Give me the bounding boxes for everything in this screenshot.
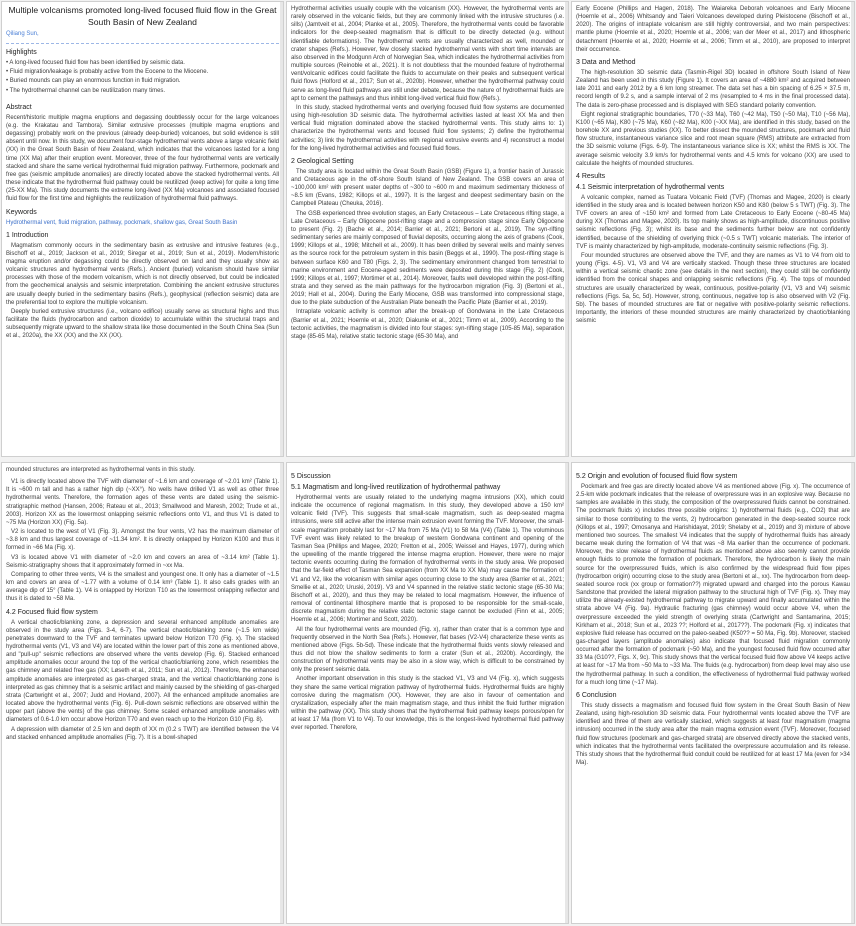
paragraph: A vertical chaotic/blanking zone, a depression and several enhanced amplitude anomalies are observed in the study area (Figs. 3-4, 6-7). The vertical chaotic/blanking zone (~1.5 km wide) penetrates downward to the TVF and terminates upward below Horizon T70 (Fig. x). The stacked hydrothermal vents (V1, V3 and V4) are located within the lower part of this zone as mentioned above, and "pull-up" seismic reflections are observed where the vents develop (Fig. 6). Stacked enhanced amplitude anomalies occur around the top of the vertical chaotic/blanking zone, which resembles the gas chimney and related free gas (XX; Løseth et al., 2011; Sun et al., 2012). Therefore, the enhanced amplitude anomalies are interpreted as gas-charged strata, and the vertical chaotic/blanking zone is interpreted as gas chimney that is a seismic artifact and mainly caused by the shielding of gas-charged strata (Cartwright et al., 2007; Judd and Hovland, 2007). All the enhanced amplitude anomalies are located above the hydrothermal vents (Fig. 6). Pull-down seismic reflections are observed within the upper part (above the vents) of the gas chimney. Some scaled enhanced amplitude anomalies with diameters of 0.6-1.0 km occur above Horizon T70 and even reach up to the Horizon G10 (Fig. 8). xyxy=(6,619,279,724)
paragraph: V1 is directly located above the TVF with diameter of ~1.6 km and coverage of ~2.01 km² (Table 1). It is ~600 m tall and has a rather high dip (~XX°). No wells have drilled V1 as well as other three hydrothermal vents. Therefore, the formation ages of these vents are dated using the seismic-stratigraphic method (Hansen, 2006; Rateau et al., 2013; Smallwood and Maresh, 2002; Trude et al., 2003). Horizon XX as the lowermost onlapping seismic reflections onto V1, and thus V1 is dated to ~75 Ma (Horizon XX) (Fig. 5a). xyxy=(6,479,279,526)
page-panel-5 xyxy=(286,462,569,924)
section-heading-data-method: 3 Data and Method xyxy=(576,58,636,66)
abstract-heading: Abstract xyxy=(6,103,32,111)
highlight-item: • Buried mounds can play an enormous function in fluid migration. xyxy=(6,78,181,85)
abstract-text: Recent/historic multiple magma eruptions and degassing doubtlessly occur for the large volcanoes (e.g. the Krakatau and Tambora). Similar extrusive processes (multiple magma eruptions and degassing) probably work on the previous (already deep-buried) volcanoes, but solid evidence is still absent until now. In this study, we document four-stage hydrothermal vents above a large volcanic field (XX) in the Great South Basin of New Zealand, which indicates that the volcanoes lasted for a long time (XX Ma) after their eruption event. Moreover, three of the four hydrothermal vents are vertically stacked and share the same vertical hydrothermal fluid migration pathway. Furthermore, pockmark and free gas (seismic amplitude anomalies) are directly located above the stacked hydrothermal vents. All these indicate that the hydrothermal fluid pathway could be reutilized (keep active) for quite a long time (25-XX Ma). This study documents the extreme long-lived (XX Ma) volcanoes and associated focused fluid flow for the first time and highlights the reutilization of hydrothermal fluid pathways. xyxy=(6,114,279,203)
paragraph: Deeply buried extrusive structures (i.e., volcano edifice) usually serve as structural highs and thus facilitate the fluids (hydrocarbon and carbon dioxide) to accumulate within the structural traps and subsequently migrate upward to the shallow strata like those documented in the South China Sea (Sun et al., 2020a), the XX (XX) and the XX (XX). xyxy=(6,308,279,340)
highlights-heading: Highlights xyxy=(6,49,37,57)
author-list[interactable]: Qiliang Sun, xyxy=(6,31,39,37)
paragraph: V3 is located above V1 with diameter of ~2.0 km and covers an area of ~3.14 km² (Table 1). Seismic-stratigraphy shows that it approximately formed in ~xx Ma. xyxy=(6,554,279,569)
paragraph: Hydrothermal activities usually couple with the volcanism (XX). However, the hydrothermal vents are rarely observed in the volcanic fields, but they are commonly linked with the intrusive structures (i.e. sills) (Jamtveit et al., 2004; Planke et al., 2005). Therefore, the hydrothermal vents could be favorable indicators for the deep-seated magmatism that is difficult to be directly detected (e.g. without identifiable deformations). The hydrothermal vents are usually characterized as well, mounded or crater shapes (Refs.). However, few closely stacked hydrothermal vents with short time intervals are also observed in the Modgunn Arch of Norwegian Sea, which indicates the hydrothermal activities from multiple sources (Reinoble et al., 2021). It is not doubtless that the mounded feature of hydrothermal vent/volcanic edifices could facilitate the fluids to accumulate on their peaks and subsequent vertical fluid flows (Holford et al., 2017; Sun et al., 2020b). However, whether the hydrothermal pathway could serve as long-lived fluid pathways are still under debate, because the nature of hydrothermal fluids are apt to cement the pathways and thus inhibit long-lived vertical fluid flow (Refs.). xyxy=(291,6,564,102)
scrollbar[interactable] xyxy=(280,2,283,456)
scrollbar[interactable] xyxy=(280,463,283,923)
paragraph: Another important observation in this study is the stacked V1, V3 and V4 (Fig. x), which suggests they share the same vertical migration pathway of hydrothermal fluids. Hydrothermal fluids are highly corrosive during the magmatism (XX). However, they are also in favour of cementation and crystallization, especially after the main magmatism stage, and thus inhibit the fluid further migration within the pathway (XX). This study shows that the hydrothermal fluid pathway keeps porous/open for at least 17 Ma (from V1 to V4). To our knowledge, this is the longest-lived hydrothermal fluid pathway ever reported. Therefore, xyxy=(291,676,564,732)
paragraph: In this study, stacked hydrothermal vents and overlying focused fluid flow systems are documented using high-resolution 3D seismic data. The hydrothermal activities lasted at least XX Ma and then vertical fluid migration dominated above the stacked hydrothermal vents. This study aims to: 1) characterize the hydrothermal vents and focused fluid flow systems; 2) define the hydrothermal activities; 3) link the hydrothermal activities with regional extrusive events and 4) reconstruct a model for the long-lived hydrothermal activities and focused fluid flows. xyxy=(291,104,564,152)
paragraph: Comparing to other three vents, V4 is the smallest and youngest one. It only has a diameter of ~1.5 km and covers an area of ~1.77 with a volume of 0.14 km³ (Table 1). It also calls grades with an average dip of 15° (Table 1). V4 is onlapped by Horizon T10 as the lowermost onlapping reflector and thus it is dated to ~58 Ma. xyxy=(6,571,279,603)
section-heading-discussion: 5 Discussion xyxy=(291,473,331,480)
paragraph: Eight regional stratigraphic boundaries, T70 (~33 Ma), T60 (~42 Ma), T50 (~50 Ma), T10 (~56 Ma), K100 (~65 Ma), K80 (~75 Ma), K60 (~82 Ma), K00 (~XX Ma), are identified in this study, based on the borehole XX and previous studies (XX). To better dissect the mounded structures, pockmark and fluid flow structure, instantaneous variance slice and root mean square (RMS) attribute are extracted from the 3D seismic volume (Figs. 6-9). The instantaneous variance slice is XX; whilst the RMS is XX. The average seismic velocity 3.9 km/s for hydrothermal vents and 4.5 km/s for volcano (XX) are used to calculate the heights of mounded structures. xyxy=(576,111,850,167)
paragraph: The GSB experienced three evolution stages, an Early Cretaceous – Late Cretaceous rifting stage, a Late Cretaceous – Early Oligocene post-rifting stage and a compression stage since Early Oligocene to present (Fig. 2) (Bache et al., 2014; Barrier et al., 2021; Bertoni et al., 2019). The syn-rifting sedimentary series are mainly composed of fluvial deposits, occurring along the axis of grabens (Cook, 1999; Killops et al., 1998; Mitchell et al., 2009). It has been drilled by several wells and mainly serves as the source rock for the petroleum system in this basin (Beggs et al., 1990). The post-rifting stage is between surface K60 and T80 (Figs. 2, 3). The sedimentary environment changed from terrestrial to marine environment and Eocene-aged sediments were deposited during this stage (Fig. 2) (Cook, 1999; Killops et al., 1997; Mortimer et al., 2014). Moreover, faults well developed within the post-rifting strata and they served as the main pathways for the hydrocarbon migration (Fig. 3) (Bertoni et al., 2019; Hall et al., 2004). During the Early Miocene, GSB was transformed into compressional stage, due to the plate subduction of the Australian Plate beneath the Pacific Plate (Barrier et al., 2019). xyxy=(291,210,564,307)
page-panel-6 xyxy=(571,462,855,924)
page-panel-4 xyxy=(1,462,284,924)
paper-title: Multiple volcanisms promoted long-lived focused fluid flow in the Great South Basin of New Zealand xyxy=(8,5,277,27)
subsection-heading-magmatism: 5.1 Magmatism and long-lived reutilization of hydrothermal pathway xyxy=(291,484,501,491)
paragraph: A volcanic complex, named as Tuatara Volcanic Field (TVF) (Thomas and Magee, 2020) is clearly identified in the study area and is located between horizon K50 and K80 (below 5 s TWT) (Fig. 3). The TVF covers an area of ~150 km² and formed from Late Cretaceous to Early Eocene (~80-45 Ma) during XX (Thomas and Magee, 2020). Its top mainly shows as high-amplitude, discontinuous positive seismic reflections (Fig. 3); whilst its base and the sediments further below are not confidently identified, because of the shielding of overlying thick (~0.5 s TWT) volcanic materials. The interior of TVF is mainly characterized by high-amplitude, moderate-continuity seismic reflections (Fig. 3). xyxy=(576,194,850,250)
section-heading-results: 4 Results xyxy=(576,172,606,180)
paragraph: Pockmark and free gas are directly located above V4 as mentioned above (Fig. x). The occurrence of 2.5-km wide pockmark indicates that the release of overpressure was in an explosive way. Because no samples are available in this study, the composition of the overpressured fluids cannot be constrained. The pockmark fluids x) includes three possible origins: 1) hydrothermal fluids (e.g., CO2) that are similar to those contributing to the vents, 2) hydrocarbon generated in the deep-seated source rock (Killops et al., 1997; Omosanya and Harishidayat, 2019; Shelaby et al., 2019) and 3) mixture of above mentioned two sources. The smallest V4 indicates that the supply of hydrothermal fluids has already became weak during the formation of V4 that was ~8 Ma earlier than the occurrence of pockmark. Moreover, the slow release of hydrothermal fluids as mentioned above also seemly cannot provide enough fluids to promote the formation of pockmark. Therefore, the hydrocarbon is likely the main source for the overpressured fluids, which is also confirmed by the widespread fluid flow pipes (hydrocarbon origin) occurring close to the study area (Bertoni et al., xx). The hydrocarbon from deep-seated source rock (xx group or formation??) migrated upward and charged into the porous Kawau Sandstone that provided the lateral migration pathway to the structural high of TVF (Fig. x). They may utilize the already-existed hydrothermal pathway to migrate upward and finally accumulated within the strata above V4 (Fig. 9a). Hydraulic fracturing (gas chimney) would occur above V4, when the overpressure exceeded the yield strength of overlying strata (Cartwright and Santamarina, 2015; Kirkham et al., 2018; Sun et al., 2023 ??; Holford et al., 2017??). The pockmark (Fig. x) indicates that explosive fluid release has occurred on the paleo-seabed (K50?? = 50 Ma, Fig. 9b). Moreover, stacked gas-charged layers (amplitude anomalies) also indicate that focused fluid migration commonly occurred after the formation of pockmark (~50 Ma), and the youngest focused fluid flow occurred after 33 Ma (G10??, Figs. X, 9c). This study shows that the vertical focused fluid flow above V4 keeps active at least for ~17 Ma from ~50 Ma to ~33 Ma. The fluids (e.g. hydrocarbon) from deep level may also use the hydrothermal pathway. In such a condition, the effectiveness of hydrothermal fluid pathway worked for a much long time (~17 Ma). xyxy=(576,484,850,686)
paragraph: All the four hydrothermal vents are mounded (Fig. x), rather than crater that is a common type and frequently observed in the North Sea (Refs.). However, flat bases (V2-V4) characterize these vents as mentioned above (Figs. 5b-5d). These indicate that the hydrothermal fluids vents slowly released and thus did not blow the shallow sediments to form a crater (Sun et al., 2020b). Accordingly, the construction of hydrothermal vents may be also in a slow way, which is difficult to be constrained by only the present seismic data. xyxy=(291,626,564,674)
paragraph: This study dissects a magmatism and focused fluid flow system in the Great South Basin of New Zealand, using high-resolution 3D seismic data. Four hydrothermal vents located above the TVF are identified and three of them are vertically stacked, which suggests at least four magmatism (magma intrusion) occurred in the study area after the main magma extrusion event (TVF). Moreover, focused fluid flow structures (pockmark and gas-charged strata) are observed directly above the stacked vents, which indicates that the hydrothermal vents facilitated the overpressure accumulation and its release. This study shows that the hydrothermal fluid conduit could be reutilized for at least 17 Ma (even for >34 Ma). xyxy=(576,702,850,766)
section-heading-conclusion: 6 Conclusion xyxy=(576,691,617,699)
highlight-item: • Fluid migration/leakage is probably active from the Eocene to the Miocene. xyxy=(6,69,209,76)
paragraph: Four mounded structures are observed above the TVF, and they are names as V1 to V4 from old to young (Figs. 4-5). V1, V3 and V4 are vertically stacked. Though these three structures are located within a vertical seismic chaotic zone (see details in the next section), they could still be confidently identified from the conical shapes and onlapping seismic reflections (Fig. 4). The tops of mounded structures are usually characterized by weak, continuous, positive-polarity (V1, V3 and V4) seismic reflections (Figs. 5a, 5c, 5d). However, strong, continuous, negative top is also observed with V2 (Fig. 5b). The bases of mounded structures are flat or negative with positive-polarity seismic reflections. Importantly, the interiors of these mounded structures are mainly characterized by chaotic/blanking seismic xyxy=(576,252,850,325)
scrollbar[interactable] xyxy=(565,2,568,456)
page-panel-3 xyxy=(571,1,855,457)
keywords-heading: Keywords xyxy=(6,208,37,216)
subsection-heading-focused-fluid-flow: 4.2 Focused fluid flow system xyxy=(6,608,98,616)
highlight-item: • The hydrothermal channel can be reutilization many times. xyxy=(6,87,166,94)
paragraph: Magmatism commonly occurs in the sedimentary basin as extrusive and intrusive features (e.g., Bischoff et al., 2019; Jackson et al., 2019; Siregar et al., 2019; Sun et al., 2019). Modern/historic magma eruption and/or degassing could be directly observed on land and they usually show as volcanic structures and hydrothermal vents (Refs.). Ancient (buried) volcanism should have similar processes with those of the modern volcanism, which is not directly observed, but could be indicated from the geochemical analysis and seismic interpretation. Combining the ancient extrusive structures are usually deeply buried in the sedimentary basins (Refs.), geophysical (reflection seismic) data are the preferential tool to explore the multiple volcanism. xyxy=(6,242,279,306)
paragraph: Intraplate volcanic activity is common after the break-up of Gondwana in the Late Cretaceous (Barrier et al., 2021; Hoernle et al., 2020; Diakunle et al., 2021; Timm et al., 2009). According to the tectonic activities, the magmatism is divided into four stages: syn-rifting stage (105-85 Ma), separation stage (85-65 Ma), relative static tectonic stage (65-30 Ma), and xyxy=(291,309,564,340)
scrollbar[interactable] xyxy=(851,463,854,923)
page-panel-1 xyxy=(1,1,284,457)
section-heading-geological-setting: 2 Geological Setting xyxy=(291,157,354,165)
keywords-text: Hydrothermal vent, fluid migration, pathway, pockmark, shallow gas, Great South Basin xyxy=(6,219,238,226)
paragraph: A depression with diameter of 2.5 km and depth of XX m (0.2 s TWT) are identified between the V4 and stacked enhanced amplitude anomalies (Fig. 7). It is a bowl-shaped xyxy=(6,726,279,741)
paragraph: The high-resolution 3D seismic data (Tasmin-Rigel 3D) located in offshore South Island of New Zealand has been used in this study (Figure 1). It covers an area of ~4880 km² and acquired between late 2011 and early 2012 by a 6 km long streamer. The data set has a bin spacing of 6.25 × 37.5 m, record length of 9.2 s, and a sample interval of 2 ms (resampled to 4 ms in the final processed data). The data is zero-phase processed and is displayed with SEG standard polarity convention. xyxy=(576,69,850,109)
paragraph: V2 is located to the west of V1 (Fig. 3). Amongst the four vents, V2 has the maximum diameter of ~3.8 km and thus largest coverage of ~11.34 km². It is directly onlapped by Horizon K100 and thus it formed in ~66 Ma (Fig. x). xyxy=(6,529,279,552)
section-heading-introduction: 1 Introduction xyxy=(6,231,49,239)
scrollbar[interactable] xyxy=(565,463,568,923)
subsection-heading-seismic: 4.1 Seismic interpretation of hydrothermal vents xyxy=(576,183,725,191)
page-panel-2 xyxy=(286,1,569,457)
paragraph: Early Eocene (Phillips and Hagen, 2018). The Waiareka Deborah volcanoes and Early Miocene (Hoernle et al., 2006) Whitsandy and Taieri Volcanoes developed during Pleistocene (Bischoff et al., 2020). The origins of intraplate volcanism are still highly controversial, and two main perspectives: mantle plume (Hoernle et al., 2020; Hoernle et al., 2006; van der Meer et al., 2017) and lithospheric detachment (Hoernle et al., 2020; Hoernle et al., 2006; Timm et al., 2010), are proposed to interpret their occurrence. xyxy=(576,6,850,53)
divider xyxy=(6,43,279,44)
subsection-heading-origin-evolution: 5.2 Origin and evolution of focused fluid flow system xyxy=(576,473,738,480)
highlight-item: • A long-lived focused fluid flow has been identified by seismic data. xyxy=(6,60,185,67)
paragraph: Hydrothermal vents are usually related to the underlying magma intrusions (XX), which could indicate the occurrence of regional magmatism. In this study, they developed above a 150 km² volcanic field (TVF). This suggests that small-scale magmatism, such as deep-seated magma intrusions, were still active after the intense main extrusion event forming the TVF. Moreover, the small-scale magmatism probably last for ~17 Ma from 75 Ma (V1) to 58 Ma (V4) (Table 1). The voluminous TVF event was likely related to the breakup of western Gondwana continent and opening of the Tasman Sea (Phillips and Magee, 2020; Fretton et al., 2005; Weissel and Hayes, 1977), during which the upwelling of the mantle triggered the intense magma eruption. However, there were no major tectonic events occurring during the formation of hydrothermal vents in the study area. We proposed that the far-field effect of Tasman Sea expansion (from XX Ma to XX Ma) may cause the formation of V1 and V2, like the volcanism with similar ages occurring close to the study area (Barrier et al., 2021; Smellie et al., 2020; Uruski, 2019). V3 and V4 spanned in the relative static tectonic stage (65-30 Ma; Bischoff et al., 2020), and thus they may be related to local magmatism. However, the influence of removal of continental lithosphere mantle that is proposed to be responsible for the small-scale, discrete magmatism during the relative static tectonic stage cannot be excluded (Finn et al., 2005; Hoernle et al., 2006; Mortimer and Scott, 2020). xyxy=(291,495,565,624)
paragraph: mounded structures are interpreted as hydrothermal vents in this study. xyxy=(6,467,195,473)
paragraph: The study area is located within the Great South Basin (GSB) (Figure 1), a frontier basin of Jurassic and Cretaceous age in the off-shore South Island of New Zealand. The GSB covers an area of ~100,000 km² with present water depths of ~300 to ~600 m and maximum sedimentary thickness of ~8.5 km (Evans, 1982; Killops et al., 1997). It is the largest and deepest sedimentary basin on the Campbell Plateau (Cheuka, 2016). xyxy=(291,168,564,208)
scrollbar[interactable] xyxy=(851,2,854,456)
